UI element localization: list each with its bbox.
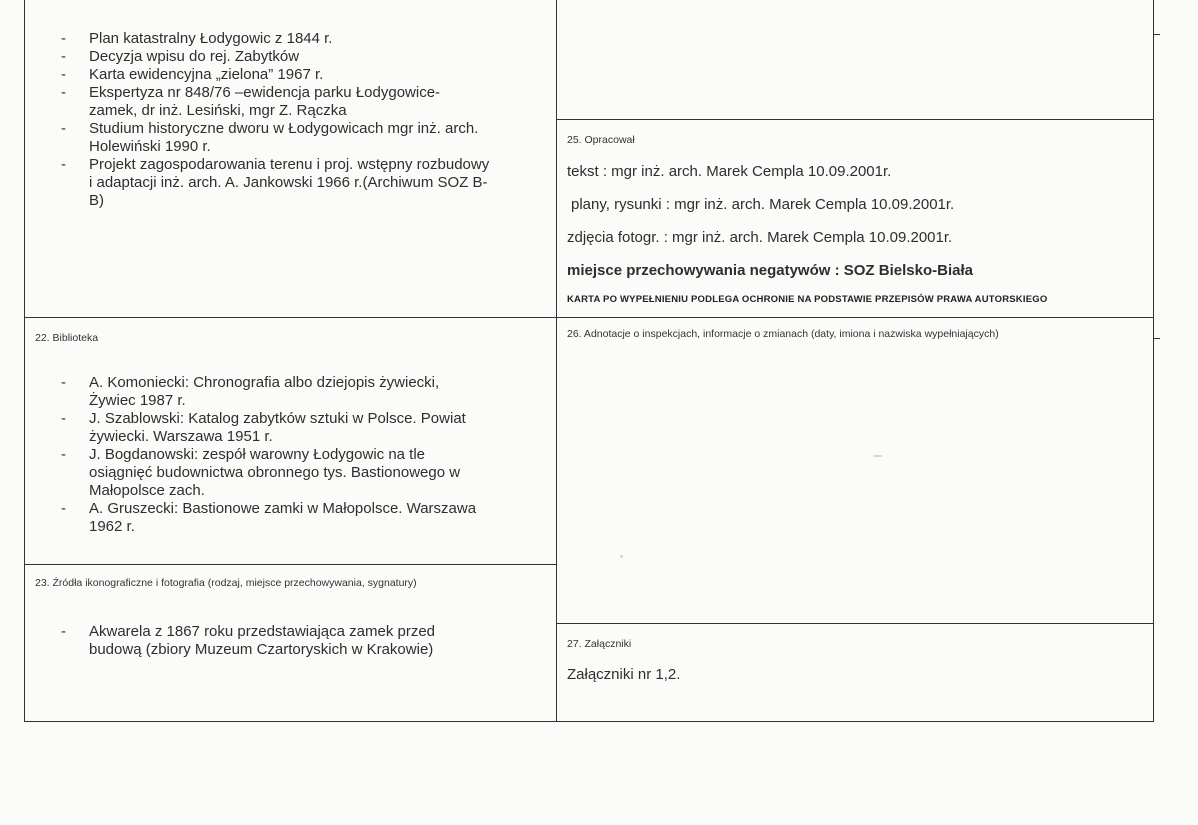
left-column	[25, 0, 557, 721]
biblioteka-item-text: J. Szablowski: Katalog zabytków sztuki w Polsce. Powiat żywiecki. Warszawa 1951 r.	[89, 410, 466, 445]
bullet-dash: -	[61, 120, 66, 137]
section-26-title: 26. Adnotacje o inspekcjach, informacje o zmianach (daty, imiona i nazwiska wypełniających)	[567, 328, 999, 340]
bullet-dash: -	[61, 374, 66, 391]
section-24-continuation	[557, 0, 1153, 120]
bullet-dash: -	[61, 84, 66, 101]
bullet-dash: -	[61, 156, 66, 173]
bullet-dash: -	[61, 446, 66, 463]
scan-speck	[620, 555, 623, 558]
section-26-adnotacje	[557, 318, 1153, 624]
list-item	[61, 48, 489, 66]
bullet-dash: -	[61, 30, 66, 47]
ikonografia-item-text: Akwarela z 1867 roku przedstawiająca zamek przed budową (zbiory Muzeum Czartoryskich w Krakowie)	[89, 623, 436, 658]
margin-tick	[1154, 338, 1160, 339]
list-item	[61, 446, 476, 500]
biblioteka-item-text: J. Bogdanowski: zespół warowny Łodygowic na tle osiągnięć budownictwa obronnego tys. Bastionowego w Małopolsce zach.	[89, 446, 461, 499]
list-item	[61, 374, 476, 410]
list-item	[61, 30, 489, 48]
section-25-title: 25. Opracował	[567, 134, 635, 146]
biblioteka-item-text: A. Gruszecki: Bastionowe zamki w Małopolsce. Warszawa 1962 r.	[89, 500, 477, 535]
section-22-title: 22. Biblioteka	[35, 332, 99, 344]
bullet-dash: -	[61, 66, 66, 83]
list-item	[61, 66, 489, 84]
section-23-zrodla-ikonograficzne	[25, 565, 556, 722]
tekst-line: tekst : mgr inż. arch. Marek Cempla 10.09.2001r.	[567, 163, 892, 180]
source-item-text: Plan katastralny Łodygowic z 1844 r.	[89, 30, 333, 47]
list-item	[61, 410, 476, 446]
section-22-biblioteka	[25, 318, 556, 565]
sources-list	[61, 30, 489, 210]
section-23-title: 23. Źródła ikonograficzne i fotografia (rodzaj, miejsce przechowywania, sygnatury)	[35, 577, 417, 589]
source-item-text: Studium historyczne dworu w Łodygowicach mgr inż. arch. Holewiński 1990 r.	[89, 120, 479, 155]
scan-speck	[873, 455, 883, 457]
bullet-dash: -	[61, 623, 66, 640]
bullet-dash: -	[61, 410, 66, 427]
list-item	[61, 500, 476, 536]
biblioteka-list	[61, 374, 476, 536]
margin-tick	[1154, 34, 1160, 35]
form-frame	[24, 0, 1154, 722]
sources-cell	[25, 0, 556, 318]
list-item	[61, 156, 489, 210]
source-item-text: Decyzja wpisu do rej. Zabytków	[89, 48, 300, 65]
copyright-notice: KARTA PO WYPEŁNIENIU PODLEGA OCHRONIE NA PODSTAWIE PRZEPISÓW PRAWA AUTORSKIEGO	[567, 294, 1048, 305]
list-item	[61, 84, 489, 120]
ikonografia-list	[61, 623, 435, 659]
source-item-text: Karta ewidencyjna „zielona” 1967 r.	[89, 66, 324, 83]
source-item-text: Projekt zagospodarowania terenu i proj. wstępny rozbudowy i adaptacji inż. arch. A. Jankowski 1966 r.(Archiwum SOZ B- B)	[89, 156, 490, 209]
list-item	[61, 623, 435, 659]
section-27-title: 27. Załączniki	[567, 638, 632, 650]
biblioteka-item-text: A. Komoniecki: Chronografia albo dziejopis żywiecki, Żywiec 1987 r.	[89, 374, 440, 409]
source-item-text: Ekspertyza nr 848/76 –ewidencja parku Łodygowice- zamek, dr inż. Lesiński, mgr Z. Rączka	[89, 84, 441, 119]
bullet-dash: -	[61, 500, 66, 517]
section-27-zalaczniki	[557, 624, 1153, 722]
zalaczniki-content: Załączniki nr 1,2.	[567, 666, 681, 683]
plany-line: plany, rysunki : mgr inż. arch. Marek Cempla 10.09.2001r.	[571, 196, 955, 213]
right-column	[557, 0, 1153, 721]
bullet-dash: -	[61, 48, 66, 65]
list-item	[61, 120, 489, 156]
zdjecia-line: zdjęcia fotogr. : mgr inż. arch. Marek Cempla 10.09.2001r.	[567, 229, 953, 246]
negatywy-line: miejsce przechowywania negatywów : SOZ Bielsko-Biała	[567, 262, 973, 279]
section-25-opracowal	[557, 120, 1153, 318]
